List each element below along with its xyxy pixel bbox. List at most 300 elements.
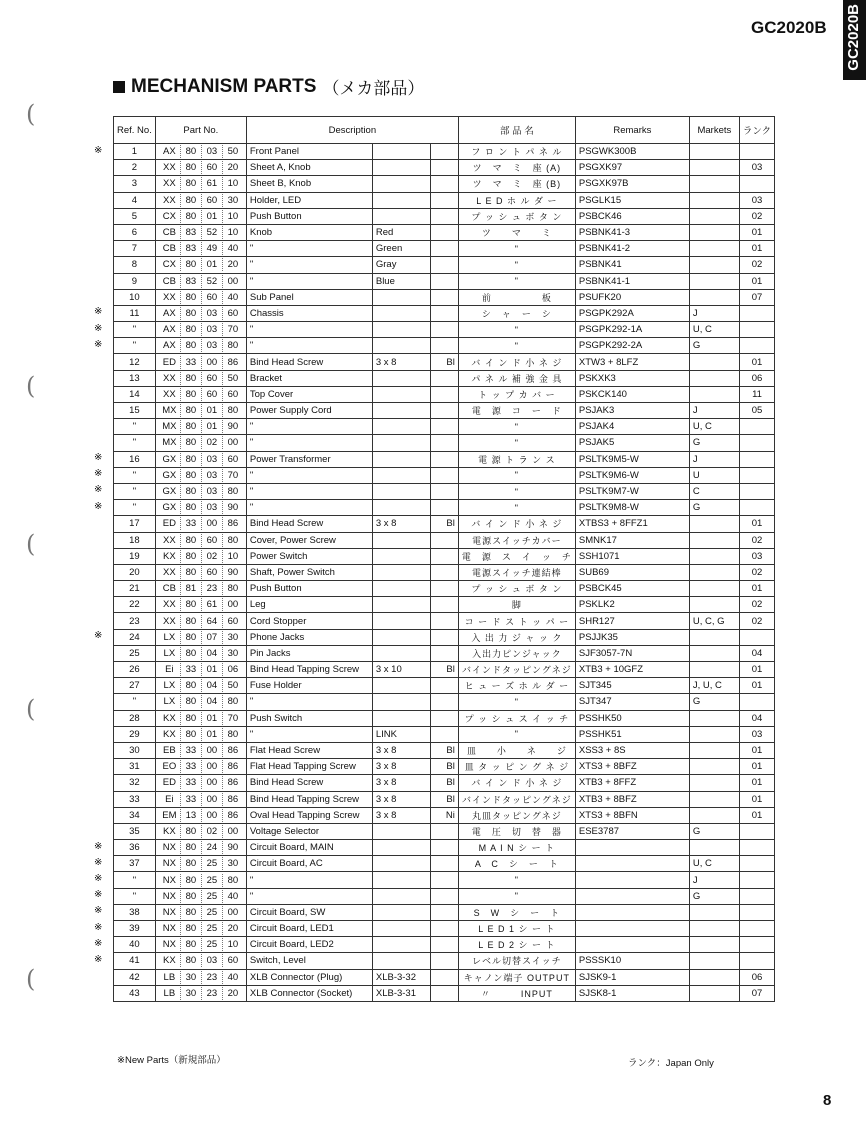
remarks-cell bbox=[575, 840, 689, 856]
finish-cell bbox=[430, 176, 458, 192]
remarks-cell: XTB3 + 10GFZ bbox=[575, 662, 689, 678]
description-cell: Knob bbox=[246, 224, 372, 240]
table-row bbox=[114, 370, 775, 386]
part-no-segment: 90 bbox=[227, 842, 239, 854]
ref-no-cell: 20 bbox=[114, 564, 156, 580]
rank-cell: 07 bbox=[739, 289, 774, 305]
part-no-segment: MX bbox=[159, 436, 181, 449]
part-no-segment: 00 bbox=[227, 599, 239, 611]
part-no-segment: 83 bbox=[181, 275, 202, 288]
part-no-segment: NX bbox=[159, 922, 181, 935]
part-no-segment: 13 bbox=[181, 809, 202, 822]
part-no-cell bbox=[155, 759, 246, 775]
part-no-segment: 50 bbox=[227, 680, 239, 692]
part-no-segment: 60 bbox=[202, 566, 223, 579]
table-row bbox=[114, 241, 775, 257]
spec-cell: Red bbox=[372, 224, 430, 240]
part-no-segment: 60 bbox=[227, 307, 239, 319]
new-part-marker: ※ bbox=[94, 953, 103, 965]
remarks-cell: XTB3 + 8FFZ bbox=[575, 775, 689, 791]
part-no-segment: 24 bbox=[202, 841, 223, 854]
part-no-segment: GX bbox=[159, 453, 181, 466]
finish-cell bbox=[430, 467, 458, 483]
ref-no-cell: 24 bbox=[114, 629, 156, 645]
part-name-jp-cell: 前 板 bbox=[458, 289, 575, 305]
page-number: 8 bbox=[823, 1092, 832, 1109]
spec-cell bbox=[372, 629, 430, 645]
spec-cell bbox=[372, 176, 430, 192]
part-name-jp-cell: レベル切替スイッチ bbox=[458, 953, 575, 969]
part-no-segment: 80 bbox=[181, 145, 202, 158]
part-no-cell bbox=[155, 678, 246, 694]
part-no-segment: 20 bbox=[227, 162, 239, 174]
table-row bbox=[114, 629, 775, 645]
remarks-cell: SJT345 bbox=[575, 678, 689, 694]
finish-cell bbox=[430, 241, 458, 257]
part-no-segment: XX bbox=[159, 566, 181, 579]
ref-no-cell: 22 bbox=[114, 597, 156, 613]
part-no-cell bbox=[155, 791, 246, 807]
rank-cell bbox=[739, 483, 774, 499]
part-name-jp-cell: L E D 2 シ ー ト bbox=[458, 937, 575, 953]
remarks-cell: PSKLK2 bbox=[575, 597, 689, 613]
part-no-segment: CX bbox=[159, 258, 181, 271]
finish-cell bbox=[430, 548, 458, 564]
description-cell: Voltage Selector bbox=[246, 823, 372, 839]
finish-cell bbox=[430, 597, 458, 613]
part-no-segment: 20 bbox=[227, 987, 239, 999]
finish-cell bbox=[430, 953, 458, 969]
ref-no-cell: 1 bbox=[114, 144, 156, 160]
part-no-segment: 80 bbox=[181, 469, 202, 482]
part-no-segment: 10 bbox=[227, 550, 239, 562]
part-no-segment: 03 bbox=[202, 485, 223, 498]
part-no-cell bbox=[155, 823, 246, 839]
finish-cell: Bl bbox=[430, 759, 458, 775]
rank-cell: 03 bbox=[739, 548, 774, 564]
markets-cell: U bbox=[689, 467, 739, 483]
part-no-cell bbox=[155, 888, 246, 904]
finish-cell: Bl bbox=[430, 662, 458, 678]
new-part-marker: ※ bbox=[94, 840, 103, 852]
part-name-jp-cell: ヒ ュ ー ズ ホ ル ダ ー bbox=[458, 678, 575, 694]
part-no-segment: 80 bbox=[181, 161, 202, 174]
part-no-segment: 90 bbox=[227, 502, 239, 514]
rank-cell bbox=[739, 629, 774, 645]
part-no-cell bbox=[155, 969, 246, 985]
part-no-segment: 80 bbox=[181, 598, 202, 611]
markets-cell bbox=[689, 775, 739, 791]
finish-cell: Ni bbox=[430, 807, 458, 823]
part-no-segment: 33 bbox=[181, 760, 202, 773]
part-no-segment: 64 bbox=[202, 615, 223, 628]
remarks-cell: PSJJK35 bbox=[575, 629, 689, 645]
markets-cell: U, C bbox=[689, 856, 739, 872]
ref-no-cell: 2 bbox=[114, 160, 156, 176]
ref-no-cell: 8 bbox=[114, 257, 156, 273]
ref-no-cell: 25 bbox=[114, 645, 156, 661]
part-no-segment: 00 bbox=[202, 809, 223, 822]
part-no-segment: 04 bbox=[202, 695, 223, 708]
table-row bbox=[114, 856, 775, 872]
markets-cell bbox=[689, 953, 739, 969]
part-no-segment: NX bbox=[159, 938, 181, 951]
description-cell: Power Transformer bbox=[246, 451, 372, 467]
table-row bbox=[114, 160, 775, 176]
markets-cell bbox=[689, 564, 739, 580]
spec-cell bbox=[372, 953, 430, 969]
part-no-segment: XX bbox=[159, 177, 181, 190]
part-no-cell bbox=[155, 483, 246, 499]
part-no-cell bbox=[155, 904, 246, 920]
part-no-segment: XX bbox=[159, 388, 181, 401]
part-name-jp-cell: 電 源 コ ー ド bbox=[458, 403, 575, 419]
remarks-cell: XTS3 + 8BFN bbox=[575, 807, 689, 823]
part-name-jp-cell: プ ッ シ ュ ボ タ ン bbox=[458, 208, 575, 224]
markets-cell bbox=[689, 144, 739, 160]
part-name-jp-cell: S W シ ー ト bbox=[458, 904, 575, 920]
finish-cell bbox=[430, 904, 458, 920]
model-side-tab bbox=[843, 0, 866, 80]
description-cell: XLB Connector (Socket) bbox=[246, 985, 372, 1001]
table-row bbox=[114, 742, 775, 758]
part-no-cell bbox=[155, 807, 246, 823]
part-no-segment: 80 bbox=[181, 954, 202, 967]
remarks-cell bbox=[575, 888, 689, 904]
description-cell: Chassis bbox=[246, 305, 372, 321]
part-no-segment: 03 bbox=[202, 307, 223, 320]
part-no-segment: XX bbox=[159, 194, 181, 207]
new-part-marker: ※ bbox=[94, 338, 103, 350]
part-no-segment: 80 bbox=[181, 404, 202, 417]
markets-cell: G bbox=[689, 694, 739, 710]
rank-cell: 01 bbox=[739, 775, 774, 791]
part-no-cell bbox=[155, 985, 246, 1001]
description-cell: " bbox=[246, 500, 372, 516]
markets-cell: U, C bbox=[689, 419, 739, 435]
part-no-cell bbox=[155, 937, 246, 953]
rank-cell: 01 bbox=[739, 354, 774, 370]
description-cell: Circuit Board, AC bbox=[246, 856, 372, 872]
remarks-cell: PSGPK292A bbox=[575, 305, 689, 321]
part-name-jp-cell: L E D ホ ル ダ ー bbox=[458, 192, 575, 208]
rank-cell: 06 bbox=[739, 969, 774, 985]
ref-no-cell: 31 bbox=[114, 759, 156, 775]
part-name-jp-cell: バ イ ン ド 小 ネ ジ bbox=[458, 354, 575, 370]
part-no-cell bbox=[155, 435, 246, 451]
remarks-cell bbox=[575, 937, 689, 953]
part-no-segment: EB bbox=[159, 744, 181, 757]
finish-cell bbox=[430, 969, 458, 985]
part-no-segment: KX bbox=[159, 550, 181, 563]
part-no-segment: 80 bbox=[181, 550, 202, 563]
part-no-segment: 00 bbox=[227, 275, 239, 287]
spec-cell bbox=[372, 532, 430, 548]
table-row bbox=[114, 435, 775, 451]
part-no-segment: 00 bbox=[202, 793, 223, 806]
finish-cell bbox=[430, 386, 458, 402]
part-name-jp-cell: バインドタッピングネジ bbox=[458, 662, 575, 678]
part-no-segment: 33 bbox=[181, 776, 202, 789]
finish-cell bbox=[430, 289, 458, 305]
spec-cell: 3 x 10 bbox=[372, 662, 430, 678]
finish-cell bbox=[430, 403, 458, 419]
table-row bbox=[114, 921, 775, 937]
part-no-segment: XX bbox=[159, 598, 181, 611]
remarks-cell: PSKCK140 bbox=[575, 386, 689, 402]
part-name-jp-cell: " bbox=[458, 435, 575, 451]
ref-no-cell: " bbox=[114, 322, 156, 338]
part-name-jp-cell: L E D 1 シ ー ト bbox=[458, 921, 575, 937]
part-no-segment: 50 bbox=[227, 146, 239, 158]
description-cell: " bbox=[246, 338, 372, 354]
part-no-cell bbox=[155, 305, 246, 321]
description-cell: Bind Head Screw bbox=[246, 775, 372, 791]
markets-cell bbox=[689, 160, 739, 176]
rank-cell: 01 bbox=[739, 662, 774, 678]
finish-cell bbox=[430, 856, 458, 872]
ref-no-cell: 30 bbox=[114, 742, 156, 758]
part-no-segment: XX bbox=[159, 534, 181, 547]
spec-cell bbox=[372, 581, 430, 597]
part-no-segment: 49 bbox=[202, 242, 223, 255]
rank-cell bbox=[739, 144, 774, 160]
part-no-cell bbox=[155, 840, 246, 856]
part-no-segment: 00 bbox=[202, 356, 223, 369]
part-no-segment: 86 bbox=[227, 518, 239, 530]
col-remarks: Remarks bbox=[575, 117, 689, 144]
part-name-jp-cell: " bbox=[458, 500, 575, 516]
table-row bbox=[114, 613, 775, 629]
part-no-segment: 20 bbox=[227, 923, 239, 935]
part-no-segment: KX bbox=[159, 728, 181, 741]
finish-cell bbox=[430, 564, 458, 580]
table-row bbox=[114, 322, 775, 338]
part-no-segment: AX bbox=[159, 145, 181, 158]
remarks-cell: PSJAK5 bbox=[575, 435, 689, 451]
part-no-segment: 61 bbox=[202, 598, 223, 611]
spec-cell bbox=[372, 840, 430, 856]
part-no-cell bbox=[155, 532, 246, 548]
spec-cell: Green bbox=[372, 241, 430, 257]
description-cell: " bbox=[246, 872, 372, 888]
description-cell: Circuit Board, SW bbox=[246, 904, 372, 920]
markets-cell: G bbox=[689, 888, 739, 904]
finish-cell bbox=[430, 192, 458, 208]
ref-no-cell: " bbox=[114, 467, 156, 483]
remarks-cell: XTW3 + 8LFZ bbox=[575, 354, 689, 370]
part-no-segment: 03 bbox=[202, 453, 223, 466]
description-cell: " bbox=[246, 726, 372, 742]
spec-cell bbox=[372, 370, 430, 386]
part-no-segment: 01 bbox=[202, 210, 223, 223]
description-cell: " bbox=[246, 257, 372, 273]
part-name-jp-cell: ト ッ プ カ バ ー bbox=[458, 386, 575, 402]
table-row bbox=[114, 726, 775, 742]
markets-cell bbox=[689, 354, 739, 370]
finish-cell bbox=[430, 257, 458, 273]
part-no-segment: 30 bbox=[181, 987, 202, 1000]
parts-table bbox=[113, 116, 775, 1002]
spec-cell: LINK bbox=[372, 726, 430, 742]
rank-cell: 02 bbox=[739, 613, 774, 629]
ref-no-cell: 29 bbox=[114, 726, 156, 742]
markets-cell bbox=[689, 192, 739, 208]
heading-title-jp: （メカ部品） bbox=[322, 79, 425, 98]
ref-no-cell: 42 bbox=[114, 969, 156, 985]
part-no-segment: 60 bbox=[202, 372, 223, 385]
description-cell: Pin Jacks bbox=[246, 645, 372, 661]
finish-cell bbox=[430, 208, 458, 224]
spec-cell bbox=[372, 872, 430, 888]
rank-cell: 01 bbox=[739, 678, 774, 694]
rank-cell bbox=[739, 872, 774, 888]
part-name-jp-cell: " bbox=[458, 483, 575, 499]
part-no-segment: 40 bbox=[227, 890, 239, 902]
part-no-segment: GX bbox=[159, 469, 181, 482]
table-row bbox=[114, 516, 775, 532]
part-no-segment: 80 bbox=[181, 728, 202, 741]
table-row bbox=[114, 888, 775, 904]
part-no-segment: 80 bbox=[181, 323, 202, 336]
description-cell: " bbox=[246, 694, 372, 710]
table-row bbox=[114, 354, 775, 370]
markets-cell bbox=[689, 710, 739, 726]
spec-cell: 3 x 8 bbox=[372, 354, 430, 370]
part-no-segment: 00 bbox=[227, 825, 239, 837]
part-no-cell bbox=[155, 289, 246, 305]
new-part-marker: ※ bbox=[94, 322, 103, 334]
markets-cell bbox=[689, 597, 739, 613]
part-name-jp-cell: " bbox=[458, 338, 575, 354]
part-name-jp-cell: プ ッ シ ュ ボ タ ン bbox=[458, 581, 575, 597]
part-no-cell bbox=[155, 629, 246, 645]
part-no-segment: 25 bbox=[202, 890, 223, 903]
part-no-segment: 25 bbox=[202, 906, 223, 919]
part-no-cell bbox=[155, 370, 246, 386]
part-no-cell bbox=[155, 224, 246, 240]
part-no-segment: EM bbox=[159, 809, 181, 822]
part-no-segment: 30 bbox=[181, 971, 202, 984]
table-row bbox=[114, 775, 775, 791]
spec-cell bbox=[372, 823, 430, 839]
col-description: Description bbox=[246, 117, 458, 144]
part-no-segment: 80 bbox=[181, 534, 202, 547]
rank-cell bbox=[739, 500, 774, 516]
part-no-segment: 60 bbox=[227, 453, 239, 465]
finish-cell bbox=[430, 937, 458, 953]
finish-cell bbox=[430, 629, 458, 645]
part-no-segment: 60 bbox=[202, 291, 223, 304]
part-name-jp-cell: ツ マ ミ bbox=[458, 224, 575, 240]
part-no-segment: 01 bbox=[202, 404, 223, 417]
part-no-segment: GX bbox=[159, 501, 181, 514]
part-no-segment: CB bbox=[159, 275, 181, 288]
description-cell: " bbox=[246, 322, 372, 338]
part-no-segment: 01 bbox=[202, 663, 223, 676]
spec-cell bbox=[372, 645, 430, 661]
table-row bbox=[114, 872, 775, 888]
description-cell: Oval Head Tapping Screw bbox=[246, 807, 372, 823]
new-part-marker: ※ bbox=[94, 937, 103, 949]
markets-cell bbox=[689, 273, 739, 289]
part-no-cell bbox=[155, 775, 246, 791]
part-name-jp-cell: 電 源 ト ラ ン ス bbox=[458, 451, 575, 467]
part-no-segment: 80 bbox=[181, 938, 202, 951]
markets-cell bbox=[689, 176, 739, 192]
finish-cell bbox=[430, 160, 458, 176]
part-no-cell bbox=[155, 564, 246, 580]
part-no-segment: 80 bbox=[227, 874, 239, 886]
part-no-segment: 61 bbox=[202, 177, 223, 190]
table-row bbox=[114, 176, 775, 192]
rank-cell: 03 bbox=[739, 160, 774, 176]
rank-cell: 02 bbox=[739, 564, 774, 580]
markets-cell bbox=[689, 969, 739, 985]
part-name-jp-cell: " bbox=[458, 257, 575, 273]
markets-cell: U, C bbox=[689, 322, 739, 338]
part-no-segment: 80 bbox=[227, 340, 239, 352]
part-no-segment: 10 bbox=[227, 939, 239, 951]
ref-no-cell: 23 bbox=[114, 613, 156, 629]
part-name-jp-cell: " bbox=[458, 726, 575, 742]
part-no-segment: 80 bbox=[181, 566, 202, 579]
spec-cell: Blue bbox=[372, 273, 430, 289]
finish-cell: Bl bbox=[430, 516, 458, 532]
part-no-segment: 03 bbox=[202, 145, 223, 158]
description-cell: XLB Connector (Plug) bbox=[246, 969, 372, 985]
part-no-segment: 86 bbox=[227, 777, 239, 789]
markets-cell: C bbox=[689, 483, 739, 499]
finish-cell bbox=[430, 710, 458, 726]
rank-cell: 07 bbox=[739, 985, 774, 1001]
description-cell: Bind Head Screw bbox=[246, 516, 372, 532]
part-no-segment: 86 bbox=[227, 356, 239, 368]
part-no-segment: 70 bbox=[227, 469, 239, 481]
part-name-jp-cell: キャノン端子 OUTPUT bbox=[458, 969, 575, 985]
part-name-jp-cell: 入出力ピンジャック bbox=[458, 645, 575, 661]
finish-cell bbox=[430, 305, 458, 321]
part-no-segment: GX bbox=[159, 485, 181, 498]
part-no-segment: 07 bbox=[202, 631, 223, 644]
part-name-jp-cell: 〃 INPUT bbox=[458, 985, 575, 1001]
part-no-segment: 80 bbox=[181, 631, 202, 644]
spec-cell bbox=[372, 483, 430, 499]
heading-square-icon bbox=[113, 81, 125, 93]
remarks-cell: XSS3 + 8S bbox=[575, 742, 689, 758]
remarks-cell: PSSHK51 bbox=[575, 726, 689, 742]
part-no-segment: 33 bbox=[181, 356, 202, 369]
ref-no-cell: 21 bbox=[114, 581, 156, 597]
part-no-segment: 00 bbox=[202, 776, 223, 789]
finish-cell bbox=[430, 370, 458, 386]
part-no-segment: 80 bbox=[181, 890, 202, 903]
spec-cell: XLB-3-31 bbox=[372, 985, 430, 1001]
part-no-segment: 10 bbox=[227, 227, 239, 239]
finish-cell bbox=[430, 483, 458, 499]
finish-cell bbox=[430, 872, 458, 888]
finish-cell bbox=[430, 500, 458, 516]
remarks-cell: SMNK17 bbox=[575, 532, 689, 548]
remarks-cell: PSJAK4 bbox=[575, 419, 689, 435]
remarks-cell: PSLTK9M5-W bbox=[575, 451, 689, 467]
remarks-cell: PSSHK50 bbox=[575, 710, 689, 726]
description-cell: " bbox=[246, 483, 372, 499]
spec-cell: Gray bbox=[372, 257, 430, 273]
part-no-segment: 04 bbox=[202, 647, 223, 660]
markets-cell bbox=[689, 791, 739, 807]
markets-cell bbox=[689, 985, 739, 1001]
